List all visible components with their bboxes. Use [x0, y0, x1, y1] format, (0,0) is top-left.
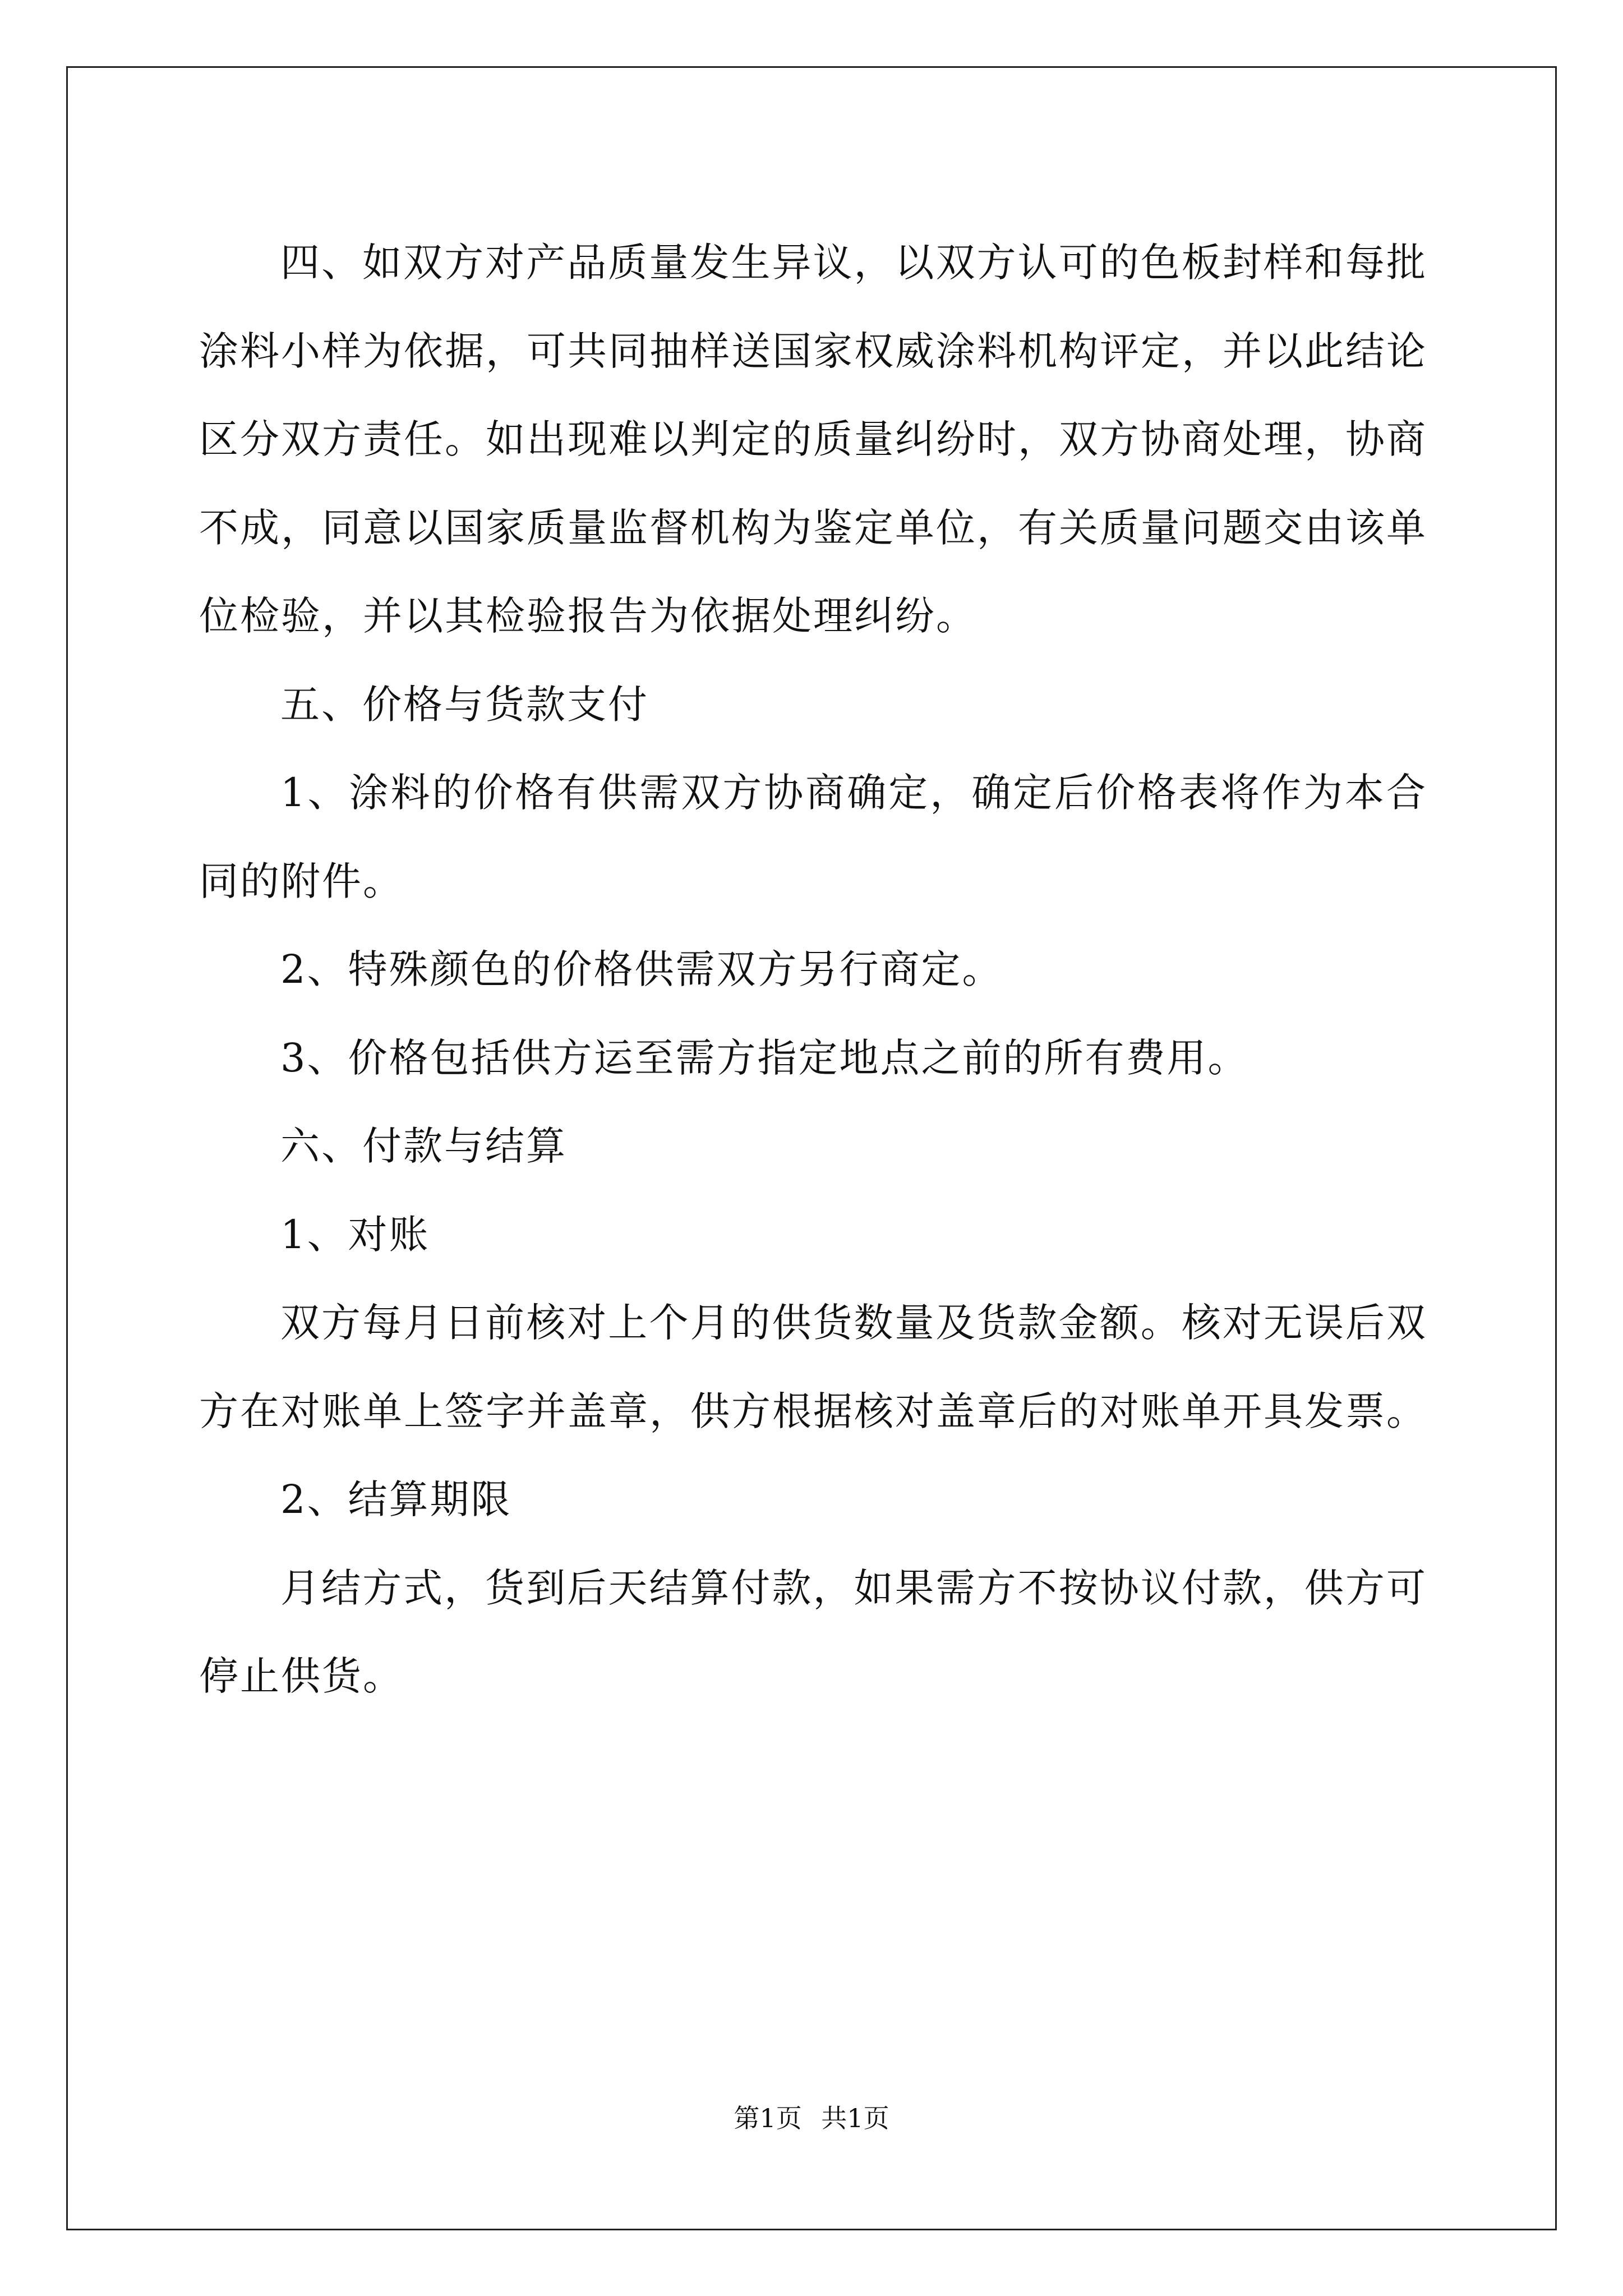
paragraph-price-3: 3、价格包括供方运至需方指定地点之前的所有费用。 — [280, 1034, 1249, 1081]
paragraph-price-1: 1、涂料的价格有供需双方协商确定，确定后价格表将作为本合同的附件。 — [199, 770, 1427, 904]
paragraph-price-2: 2、特殊颜色的价格供需双方另行商定。 — [280, 946, 1003, 992]
paragraph-reconciliation: 双方每月日前核对上个月的供货数量及货款金额。核对无误后双方在对账单上签字并盖章，供方根据核对盖章后的对账单开具发票。 — [199, 1300, 1427, 1434]
paragraph-settlement-period: 月结方式，货到后天结算付款，如果需方不按协议付款，供方可停止供货。 — [199, 1565, 1427, 1699]
subheading-reconciliation: 1、对账 — [280, 1211, 430, 1258]
page-footer: 第1页 共1页 — [734, 2103, 889, 2133]
heading-payment-settlement: 六、付款与结算 — [280, 1123, 567, 1169]
heading-price-payment: 五、价格与货款支付 — [280, 681, 649, 728]
paragraph-quality-dispute: 四、如双方对产品质量发生异议，以双方认可的色板封样和每批涂料小样为依据，可共同抽样送国家权威涂料机构评定，并以此结论区分双方责任。如出现难以判定的质量纠纷时，双方协商处理，协商不成，同意以国家质量监督机构为鉴定单位，有关质量问题交由该单位检验，并以其检验报告为依据处理纠纷。 — [199, 240, 1427, 639]
document-body — [199, 219, 1427, 1721]
subheading-settlement-period: 2、结算期限 — [280, 1476, 512, 1522]
